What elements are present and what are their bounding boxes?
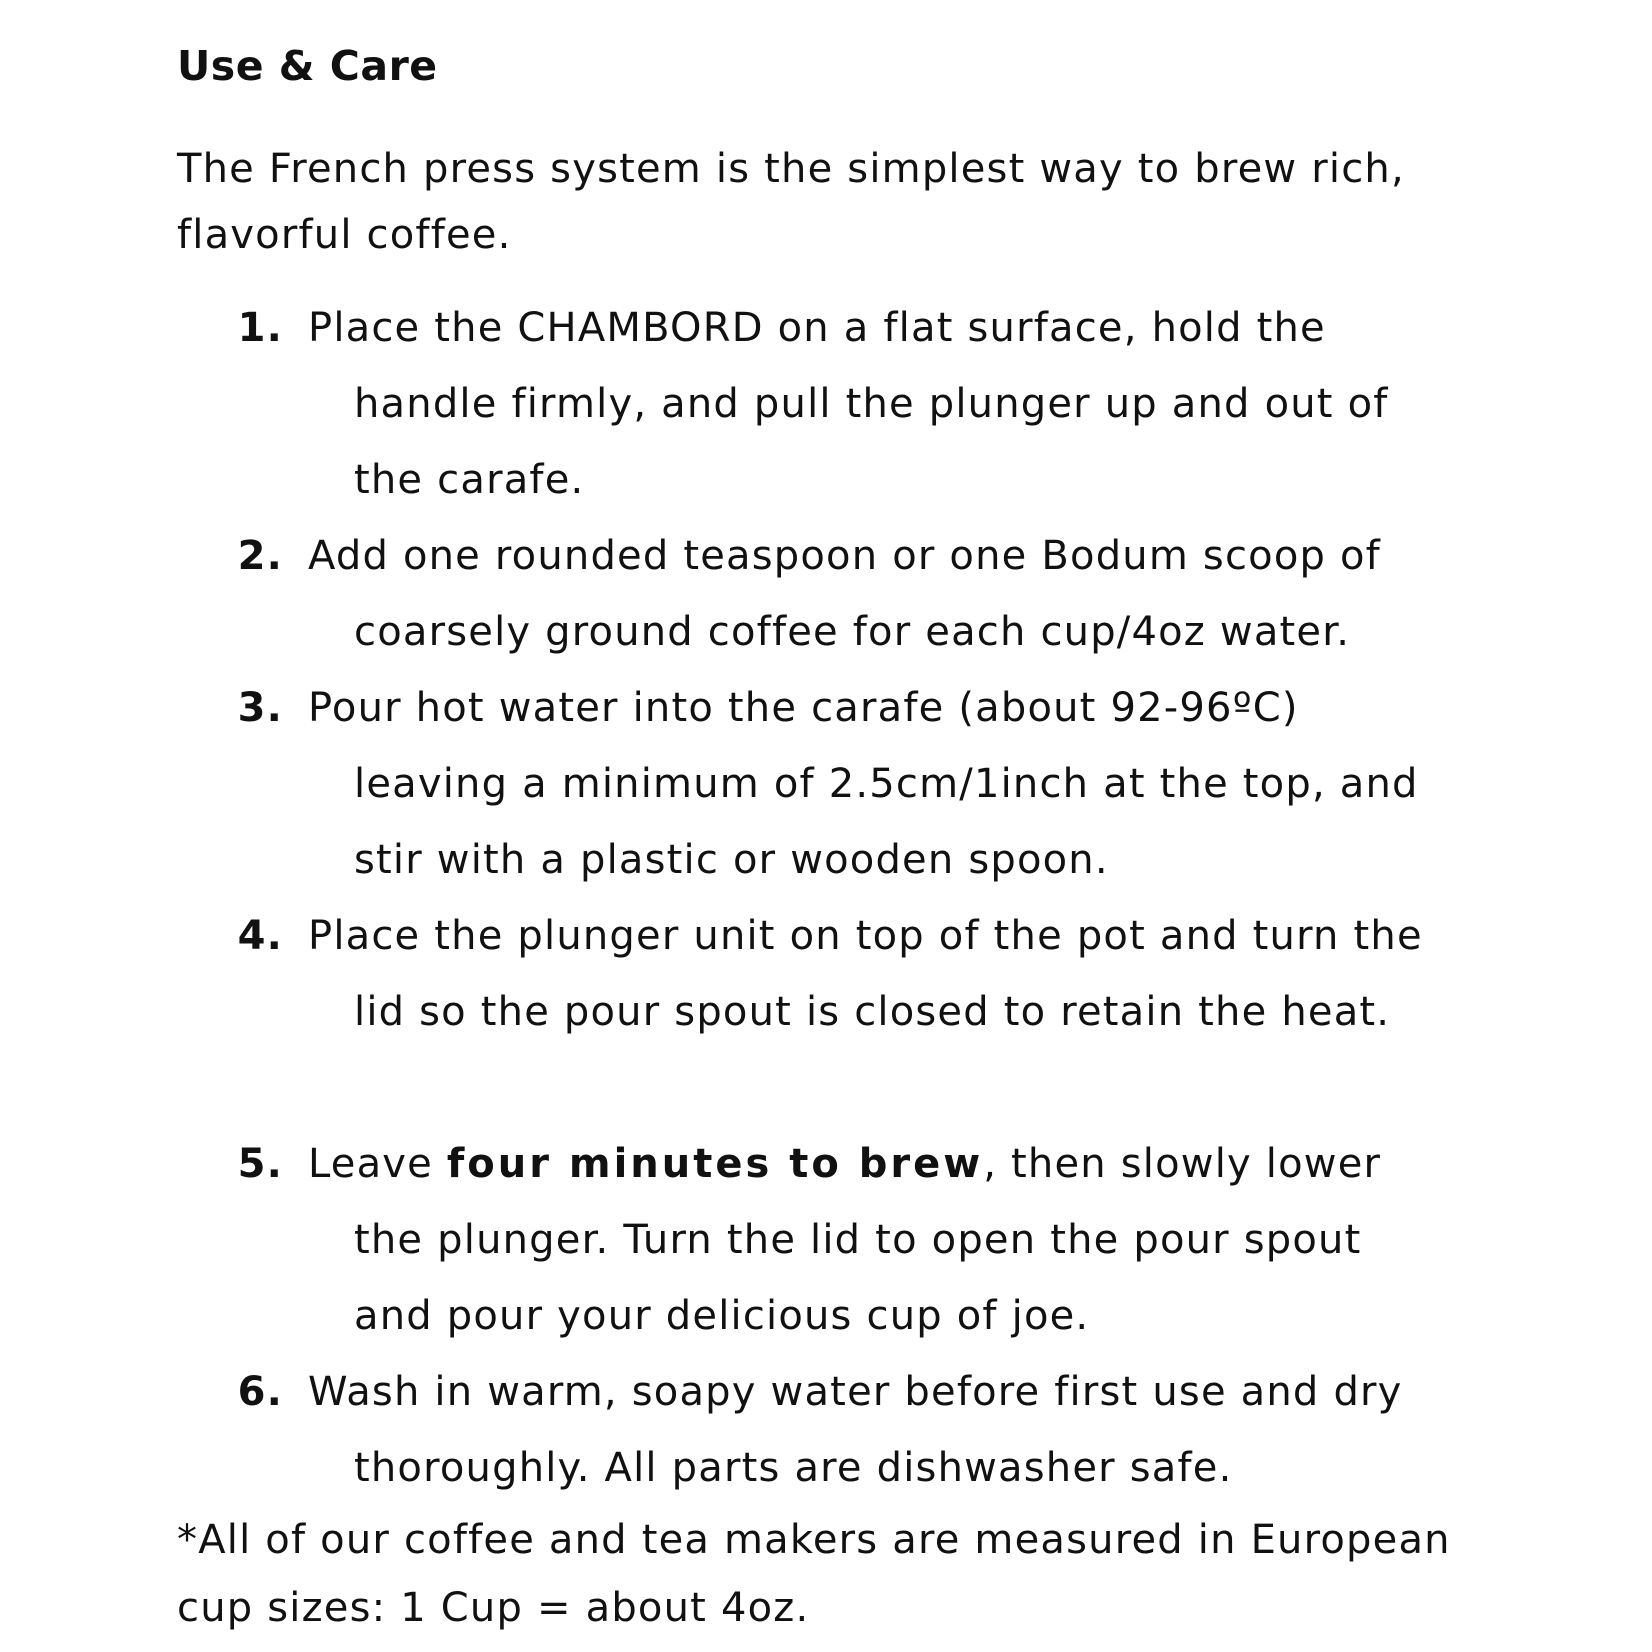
step-number: 1. [237, 305, 283, 351]
list-item [177, 670, 1454, 898]
list-item [177, 1354, 1454, 1506]
brew-time-emphasis: four minutes to brew [446, 1141, 984, 1187]
step-text: Pour hot water into the carafe (about 92-96ºC) leaving a minimum of 2.5cm/1inch at the top, and stir with a plastic or wooden spoon. [308, 685, 1419, 883]
step-text [308, 1141, 1381, 1339]
step-text: Place the CHAMBORD on a flat surface, hold the handle firmly, and pull the plunger up and out of the carafe. [308, 305, 1389, 503]
use-and-care-section [177, 36, 1617, 1642]
list-item [177, 1126, 1454, 1354]
step-number: 4. [237, 913, 283, 959]
step-number: 5. [237, 1141, 283, 1187]
step-number: 6. [237, 1369, 283, 1415]
list-item [177, 290, 1454, 518]
footnote: *All of our coffee and tea makers are measured in European cup sizes: 1 Cup = about 4oz. [177, 1517, 1451, 1631]
step-number: 3. [237, 685, 283, 731]
step-text: Wash in warm, soapy water before first use and dry thoroughly. All parts are dishwasher safe. [308, 1369, 1403, 1491]
step-text: Place the plunger unit on top of the pot and turn the lid so the pour spout is closed to retain the heat. [308, 913, 1423, 1035]
step-text-before: Leave [308, 1141, 447, 1187]
instructions-list [177, 290, 1617, 1506]
list-item [177, 898, 1454, 1126]
step-text: Add one rounded teaspoon or one Bodum scoop of coarsely ground coffee for each cup/4oz water. [308, 533, 1381, 655]
list-item [177, 518, 1454, 670]
section-heading: Use & Care [177, 42, 438, 90]
intro-paragraph: The French press system is the simplest way to brew rich, flavorful coffee. [177, 146, 1405, 258]
step-text-after: , then slowly lower the plunger. Turn the lid to open the pour spout and pour your delicious cup of joe. [354, 1141, 1382, 1339]
step-number: 2. [237, 533, 283, 579]
